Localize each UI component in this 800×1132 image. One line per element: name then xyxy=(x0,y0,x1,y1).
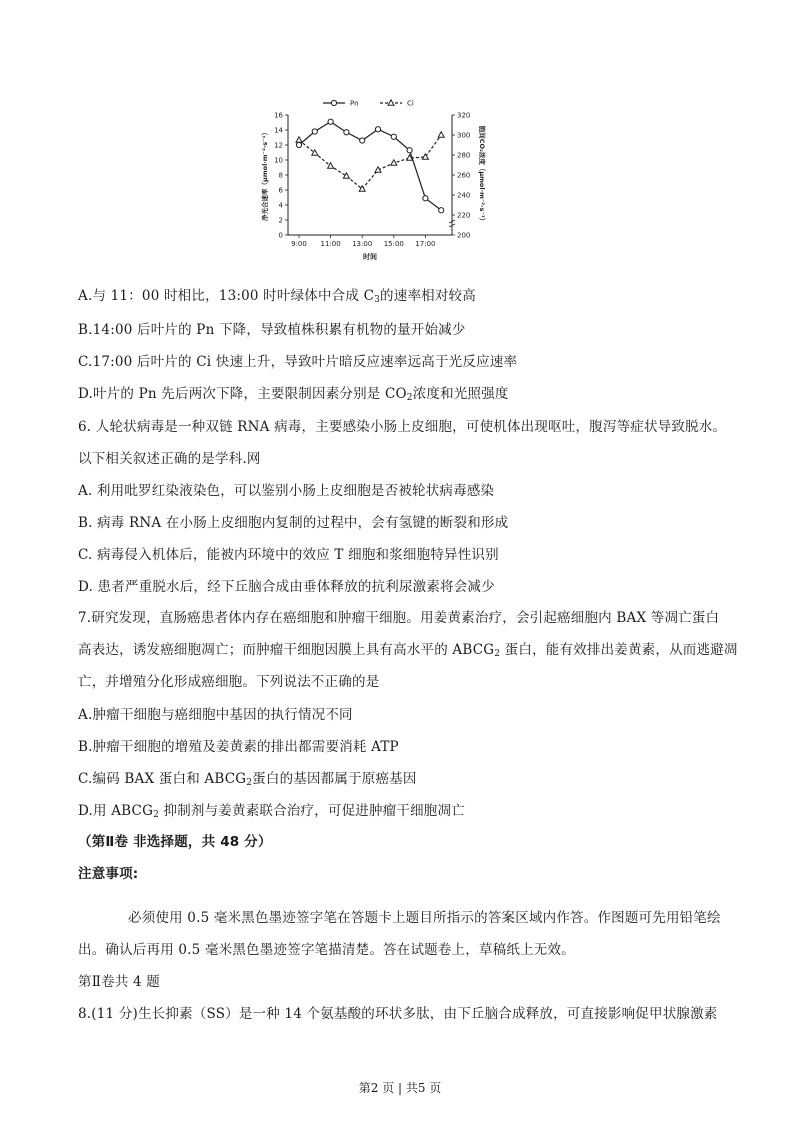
q6-option-a: A. 利用吡罗红染液染色，可以鉴别小肠上皮细胞是否被轮状病毒感染 xyxy=(78,483,495,499)
ci-point xyxy=(391,160,397,165)
x-tick-label: 9:00 xyxy=(291,240,307,248)
right-tick-label: 320 xyxy=(457,111,471,120)
section2-count: 第Ⅱ卷共 4 题 xyxy=(78,974,160,990)
notice-line2: 出。确认后再用 0.5 毫米黑色墨迹签字笔描清楚。答在试题卷上，草稿纸上无效。 xyxy=(78,942,575,958)
pn-point xyxy=(344,130,349,135)
legend-pn-marker xyxy=(331,100,336,105)
legend-ci-marker xyxy=(388,100,394,105)
pn-point xyxy=(391,134,396,139)
q6-option-c: C. 病毒侵入机体后，能被内环境中的效应 T 细胞和浆细胞特异性识别 xyxy=(78,547,499,563)
right-tick-label: 240 xyxy=(457,191,471,200)
page-footer: 第2 页 | 共5 页 xyxy=(358,1081,442,1095)
ci-point xyxy=(438,132,444,137)
x-tick-label: 15:00 xyxy=(383,240,404,248)
left-tick-label: 0 xyxy=(278,231,283,240)
q5-option-d: D.叶片的 Pn 先后两次下降，主要限制因素分别是 $CO_2$浓度和光照强度 xyxy=(78,386,509,403)
x-tick-label: 17:00 xyxy=(415,240,436,248)
pn-point xyxy=(407,148,412,153)
pn-point xyxy=(375,127,380,132)
right-tick-label: 300 xyxy=(457,131,471,140)
left-axis-label: 净光合速率（μmol·m⁻²·s⁻¹） xyxy=(261,129,269,221)
ci-point xyxy=(343,173,349,178)
q7-option-d: D.用 $ABCG_2$ 抑制剂与姜黄素联合治疗，可促进肿瘤干细胞凋亡 xyxy=(78,803,465,820)
chart-axes xyxy=(260,112,487,262)
q5-option-c: C.17:00 后叶片的 Ci 快速上升，导致叶片暗反应速率远高于光反应速率 xyxy=(78,354,518,370)
section2-title: （第Ⅱ卷 非选择题，共 48 分） xyxy=(78,834,272,850)
q6-stem-line1: 6. 人轮状病毒是一种双链 RNA 病毒，主要感染小肠上皮细胞，可使机体出现呕吐，腹泻等症状导致脱水。 xyxy=(78,419,727,435)
x-tick-label: 11:00 xyxy=(320,240,341,248)
q6-option-d: D. 患者严重脱水后，经下丘脑合成由垂体释放的抗利尿激素将会减少 xyxy=(78,579,495,595)
q5-option-b: B.14:00 后叶片的 Pn 下降，导致植株积累有机物的量开始减少 xyxy=(78,322,466,338)
left-tick-label: 6 xyxy=(278,186,283,195)
left-tick-label: 2 xyxy=(278,216,283,225)
q7-stem-line2: 高表达，诱发癌细胞凋亡；而肿瘤干细胞因膜上具有高水平的 $ABCG_2$ 蛋白，能有效排出姜黄素，从而逃避凋 xyxy=(78,642,738,659)
pn-point xyxy=(360,138,365,143)
q5-option-a: A.与 11：00 时相比，13:00 时叶绿体中合成 $C_3$的速率相对较高 xyxy=(78,288,476,305)
notice-line1: 必须使用 0.5 毫米黑色墨迹签字笔在答题卡上题目所指示的答案区域内作答。作图题可先用铅笔绘 xyxy=(128,910,721,926)
x-axis-label: 时间 xyxy=(363,253,377,261)
right-tick-label: 220 xyxy=(457,211,471,220)
left-tick-label: 12 xyxy=(274,141,283,150)
legend-ci-label: Ci xyxy=(407,99,414,108)
pn-ci-line-chart xyxy=(255,95,485,270)
ci-point xyxy=(296,137,302,142)
left-tick-label: 10 xyxy=(274,156,283,165)
q6-stem-line2: 以下相关叙述正确的是学科.网 xyxy=(78,451,261,467)
q7-option-c: C.编码 BAX 蛋白和 $ABCG_2$蛋白的基因都属于原癌基因 xyxy=(78,771,417,788)
pn-point xyxy=(328,119,333,124)
pn-point xyxy=(312,129,317,134)
q6-option-b: B. 病毒 RNA 在小肠上皮细胞内复制的过程中，会有氢键的断裂和形成 xyxy=(78,515,509,531)
right-tick-label: 260 xyxy=(457,171,471,180)
left-tick-label: 4 xyxy=(278,201,283,210)
q8-stem-line1: 8.(11 分)生长抑素（SS）是一种 14 个氨基酸的环状多肽，由下丘脑合成释放，可直接影响促甲状腺激素 xyxy=(78,1006,718,1022)
chart-legend xyxy=(323,100,414,108)
right-tick-label: 280 xyxy=(457,151,471,160)
right-axis-label: 胞间CO₂浓度（μmol·m⁻²·s⁻¹） xyxy=(478,125,486,225)
pn-point xyxy=(296,142,301,147)
q7-stem-line1: 7.研究发现，直肠癌患者体内存在癌细胞和肿瘤干细胞。用姜黄素治疗，会引起癌细胞内 BAX 等凋亡蛋白 xyxy=(78,610,720,626)
legend-pn-label: Pn xyxy=(350,99,359,108)
series-line-pn xyxy=(299,122,441,211)
left-tick-label: 14 xyxy=(274,126,283,135)
notice-title: 注意事项: xyxy=(78,866,139,882)
q7-option-a: A.肿瘤干细胞与癌细胞中基因的执行情况不同 xyxy=(78,707,353,723)
chart-series xyxy=(296,119,444,213)
x-tick-label: 13:00 xyxy=(352,240,373,248)
pn-point xyxy=(439,208,444,213)
q7-option-b: B.肿瘤干细胞的增殖及姜黄素的排出都需要消耗 ATP xyxy=(78,739,399,755)
pn-point xyxy=(423,196,428,201)
left-tick-label: 8 xyxy=(278,171,283,180)
right-tick-label: 200 xyxy=(457,231,471,240)
q7-stem-line3: 亡，并增殖分化形成癌细胞。下列说法不正确的是 xyxy=(78,674,380,690)
left-tick-label: 16 xyxy=(274,111,283,120)
